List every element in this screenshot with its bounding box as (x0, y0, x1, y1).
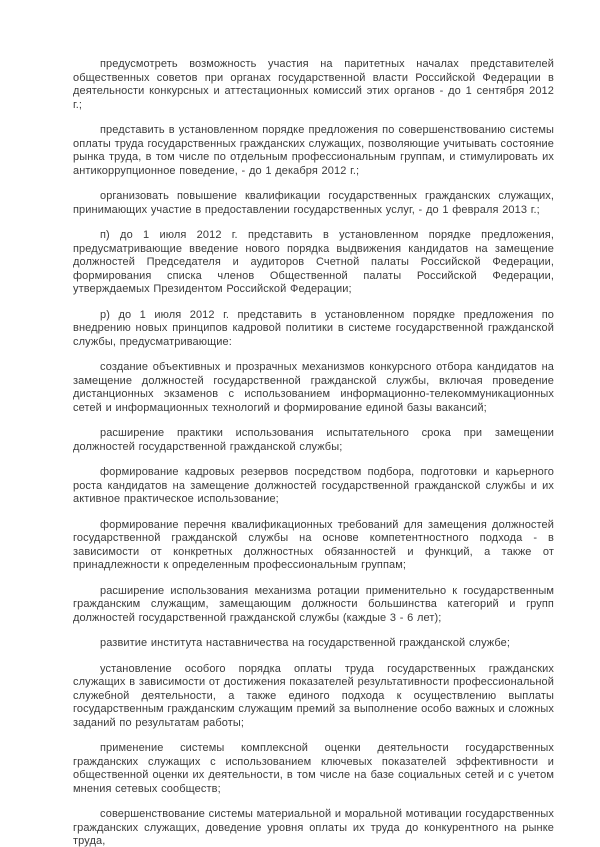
paragraph: р) до 1 июля 2012 г. представить в установленном порядке предложения по внедрению новых принципов кадровой политики в системе государственной гражданской службы, предусматривающие: (73, 308, 554, 348)
paragraph: создание объективных и прозрачных механизмов конкурсного отбора кандидатов на замещение должностей государственной гражданской службы, включая проведение дистанционных экзаменов с использованием информационно-телекоммуникационных сетей и информационных технологий и формирование единой базы вакансий; (73, 361, 554, 414)
paragraph: установление особого порядка оплаты труда государственных гражданских служащих в зависимости от достижения показателей результативности профессиональной служебной деятельности, а также единого подхода к осуществлению выплаты государственным гражданским служащим премий за выполнение особо важных и сложных заданий по результатам работы; (73, 662, 554, 729)
document-text-block (73, 58, 554, 847)
paragraph: применение системы комплексной оценки деятельности государственных гражданских служащих с использованием ключевых показателей эффективности и общественной оценки их деятельности, в том числе на базе социальных сетей и с учетом мнения сетевых сообществ; (73, 742, 554, 795)
paragraph: расширение практики использования испытательного срока при замещении должностей государственной гражданской службы; (73, 427, 554, 453)
paragraph: представить в установленном порядке предложения по совершенствованию системы оплаты труда государственных гражданских служащих, позволяющие учитывать состояние рынка труда, в том числе по отдельным профессиональным группам, и стимулировать их антикоррупционное поведение, - до 1 декабря 2012 г.; (73, 124, 554, 177)
paragraph: расширение использования механизма ротации применительно к государственным гражданским служащим, замещающим должности большинства категорий и групп должностей государственной гражданской службы (каждые 3 - 6 лет); (73, 584, 554, 624)
paragraph: формирование кадровых резервов посредством подбора, подготовки и карьерного роста кандидатов на замещение должностей государственной гражданской службы и их активное практическое использование; (73, 466, 554, 505)
paragraph: формирование перечня квалификационных требований для замещения должностей государственной гражданской службы на основе компетентностного подхода - в зависимости от конкретных должностных обязанностей и функций, а также от принадлежности к определенным профессиональным группам; (73, 518, 554, 571)
paragraph: развитие института наставничества на государственной гражданской службе; (100, 637, 511, 649)
paragraph: предусмотреть возможность участия на паритетных началах представителей общественных советов при органах государственной власти Российской Федерации в деятельности конкурсных и аттестационных комиссий этих органов - до 1 сентября 2012 г.; (73, 58, 554, 111)
paragraph: совершенствование системы материальной и моральной мотивации государственных гражданских служащих, доведение уровня оплаты их труда до конкурентного на рынке труда, (73, 808, 554, 847)
paragraph: организовать повышение квалификации государственных гражданских служащих, принимающих участие в предоставлении государственных услуг, - до 1 февраля 2013 г.; (73, 190, 554, 216)
paragraph: п) до 1 июля 2012 г. представить в установленном порядке предложения, предусматривающие введение нового порядка выдвижения кандидатов на замещение должностей Председателя и аудиторов Счетной палаты Российской Федерации, формирования списка членов Общественной палаты Российской Федерации, утверждаемых Президентом Российской Федерации; (73, 229, 554, 295)
